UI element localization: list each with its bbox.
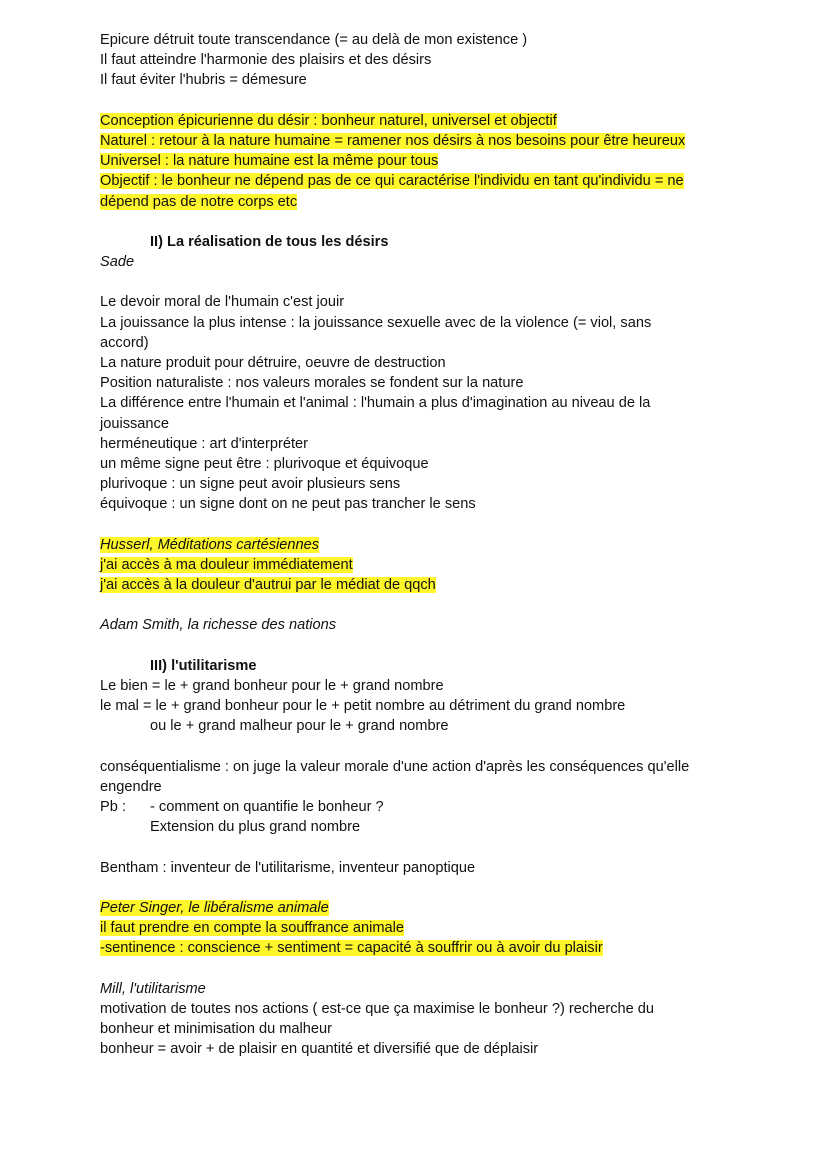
text-line: Il faut éviter l'hubris = démesure: [100, 72, 307, 89]
text-line: La jouissance la plus intense : la jouissance sexuelle avec de la violence (= viol, sans: [100, 314, 652, 331]
section-heading: II) La réalisation de tous les désirs: [150, 233, 389, 250]
text-line: conséquentialisme : on juge la valeur morale d'une action d'après les conséquences qu'elle: [100, 758, 690, 775]
highlighted-line: dépend pas de notre corps etc: [100, 193, 298, 210]
highlighted-reference: Peter Singer, le libéralisme animale: [100, 900, 329, 917]
text-line: jouissance: [100, 415, 169, 432]
text-line: plurivoque : un signe peut avoir plusieurs sens: [100, 476, 401, 493]
text-line: La nature produit pour détruire, oeuvre de destruction: [100, 355, 446, 371]
text-line: engendre: [100, 778, 162, 795]
highlighted-line: Conception épicurienne du désir : bonheur naturel, universel et objectif: [100, 112, 557, 129]
author-name: Sade: [100, 254, 135, 271]
text-line: le mal = le + grand bonheur pour le + petit nombre au détriment du grand nombre: [100, 698, 626, 715]
document-page: [100, 30, 740, 1060]
problem-item: - comment on quantifie le bonheur ?: [150, 799, 384, 816]
text-line: motivation de toutes nos actions ( est-ce que ça maximise le bonheur ?) recherche du: [100, 1001, 655, 1017]
highlighted-line: -sentinence : conscience + sentiment = capacité à souffrir ou à avoir du plaisir: [100, 940, 603, 957]
text-line: La différence entre l'humain et l'animal : l'humain a plus d'imagination au niveau de la: [100, 395, 651, 412]
text-line: ou le + grand malheur pour le + grand nombre: [150, 718, 449, 735]
text-line: accord): [100, 334, 149, 351]
reference-line: Adam Smith, la richesse des nations: [100, 617, 337, 634]
text-line: herméneutique : art d'interpréter: [100, 435, 309, 452]
problem-item: Extension du plus grand nombre: [150, 819, 361, 836]
text-line: bonheur = avoir + de plaisir en quantité et diversifié que de déplaisir: [100, 1041, 539, 1058]
text-line: Il faut atteindre l'harmonie des plaisirs et des désirs: [100, 52, 432, 69]
text-line: équivoque : un signe dont on ne peut pas trancher le sens: [100, 496, 476, 513]
text-line: Position naturaliste : nos valeurs morales se fondent sur la nature: [100, 375, 524, 392]
section-heading: III) l'utilitarisme: [150, 657, 257, 674]
text-line: bonheur et minimisation du malheur: [100, 1021, 333, 1038]
highlighted-line: j'ai accès à la douleur d'autrui par le médiat de qqch: [100, 577, 436, 594]
text-line: Epicure détruit toute transcendance (= au delà de mon existence ): [100, 32, 528, 48]
highlighted-line: j'ai accès à ma douleur immédiatement: [100, 556, 353, 573]
problem-label: Pb :: [100, 799, 126, 816]
highlighted-line: Objectif : le bonheur ne dépend pas de ce qui caractérise l'individu en tant qu'individu = ne: [100, 173, 684, 190]
highlighted-line: Universel : la nature humaine est la même pour tous: [100, 153, 439, 170]
highlighted-line: Naturel : retour à la nature humaine = ramener nos désirs à nos besoins pour être heureux: [100, 132, 686, 149]
highlighted-line: il faut prendre en compte la souffrance animale: [100, 920, 404, 937]
text-line: Bentham : inventeur de l'utilitarisme, inventeur panoptique: [100, 859, 476, 876]
reference-line: Mill, l'utilitarisme: [100, 980, 206, 997]
text-line: Le bien = le + grand bonheur pour le + grand nombre: [100, 678, 444, 694]
text-line: Le devoir moral de l'humain c'est jouir: [100, 294, 345, 311]
text-line: un même signe peut être : plurivoque et équivoque: [100, 455, 429, 472]
highlighted-reference: Husserl, Méditations cartésiennes: [100, 536, 320, 553]
problem-row: [100, 797, 740, 817]
